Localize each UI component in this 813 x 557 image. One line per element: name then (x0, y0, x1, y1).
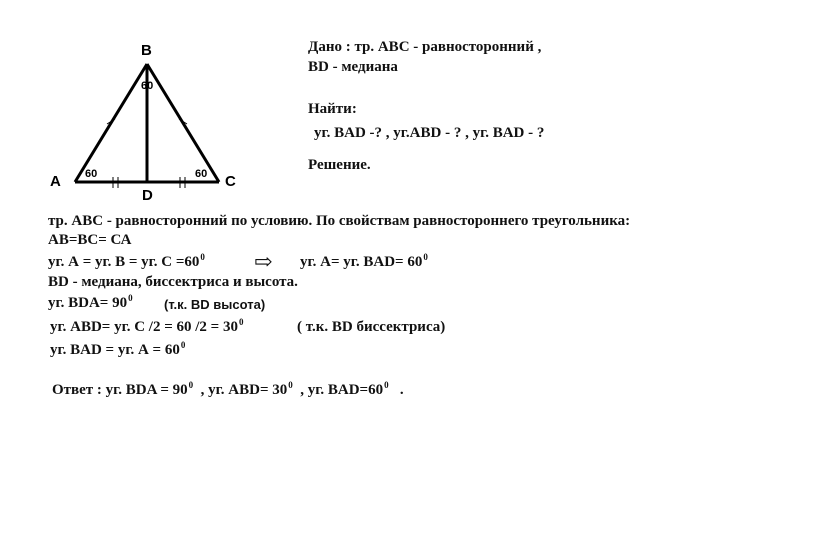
solution-line-4: BD - медиана, биссектриса и высота. (48, 274, 298, 290)
answer-part-2: , уг. ABD= 30 (200, 382, 288, 398)
answer-part-3: , уг. BAD=60 (300, 382, 384, 398)
implies-arrow: ⇨ (254, 249, 273, 274)
solution-line-7 (50, 341, 185, 359)
given-line-1: Дано : тр. АВС - равносторонний , (308, 39, 542, 55)
vertex-label-d: D (142, 187, 153, 204)
solution-line-5-note: (т.к. BD высота) (164, 297, 266, 312)
side-bc (147, 64, 219, 182)
solution-line-6-sup: 0 (238, 317, 244, 327)
side-ab (75, 64, 147, 182)
solution-line-3a-sup: 0 (200, 252, 205, 262)
solution-line-7-text: уг. BAD = уг. А = 60 (50, 342, 180, 358)
solution-line-3b-text: уг. А= уг. BAD= 60 (300, 254, 423, 270)
angle-label-b: 60 (141, 80, 154, 92)
solution-line-7-sup: 0 (180, 340, 186, 350)
answer-part-3-sup: 0 (384, 380, 389, 390)
answer-part-4: . (399, 382, 404, 398)
answer-part-1: Ответ : уг. BDA = 90 (52, 382, 188, 398)
solution-line-6-note: ( т.к. BD биссектриса) (297, 319, 446, 335)
solution-line-3a (48, 253, 205, 271)
solution-line-5-sup: 0 (128, 293, 133, 303)
solution-line-2: АВ=ВС= СА (48, 232, 132, 248)
answer-part-1-sup: 0 (188, 380, 194, 390)
angle-label-c: 60 (195, 168, 208, 180)
solution-line-1: тр. АВС - равносторонний по условию. По свойствам равностороннего треугольника: (48, 213, 631, 229)
angle-label-a: 60 (85, 168, 98, 180)
solution-line-5 (48, 294, 133, 312)
solution-line-3b-sup: 0 (423, 252, 428, 262)
answer-part-2-sup: 0 (288, 380, 293, 390)
find-line: уг. BAD -? , уг.ABD - ? , уг. BAD - ? (314, 125, 545, 141)
solution-title: Решение. (308, 157, 371, 173)
solution-line-5-text: уг. BDA= 90 (48, 295, 128, 311)
vertex-label-c: C (225, 173, 236, 190)
solution-line-3b (300, 253, 428, 271)
solution-line-6-text: уг. ABD= уг. С /2 = 60 /2 = 30 (50, 319, 238, 335)
given-line-2: BD - медиана (308, 59, 398, 75)
answer-line (52, 381, 404, 399)
vertex-label-a: A (50, 173, 61, 190)
find-title: Найти: (308, 101, 357, 117)
solution-line-6 (50, 318, 243, 336)
vertex-label-b: B (141, 42, 152, 59)
solution-line-3a-text: уг. А = уг. В = уг. С =60 (48, 254, 200, 270)
